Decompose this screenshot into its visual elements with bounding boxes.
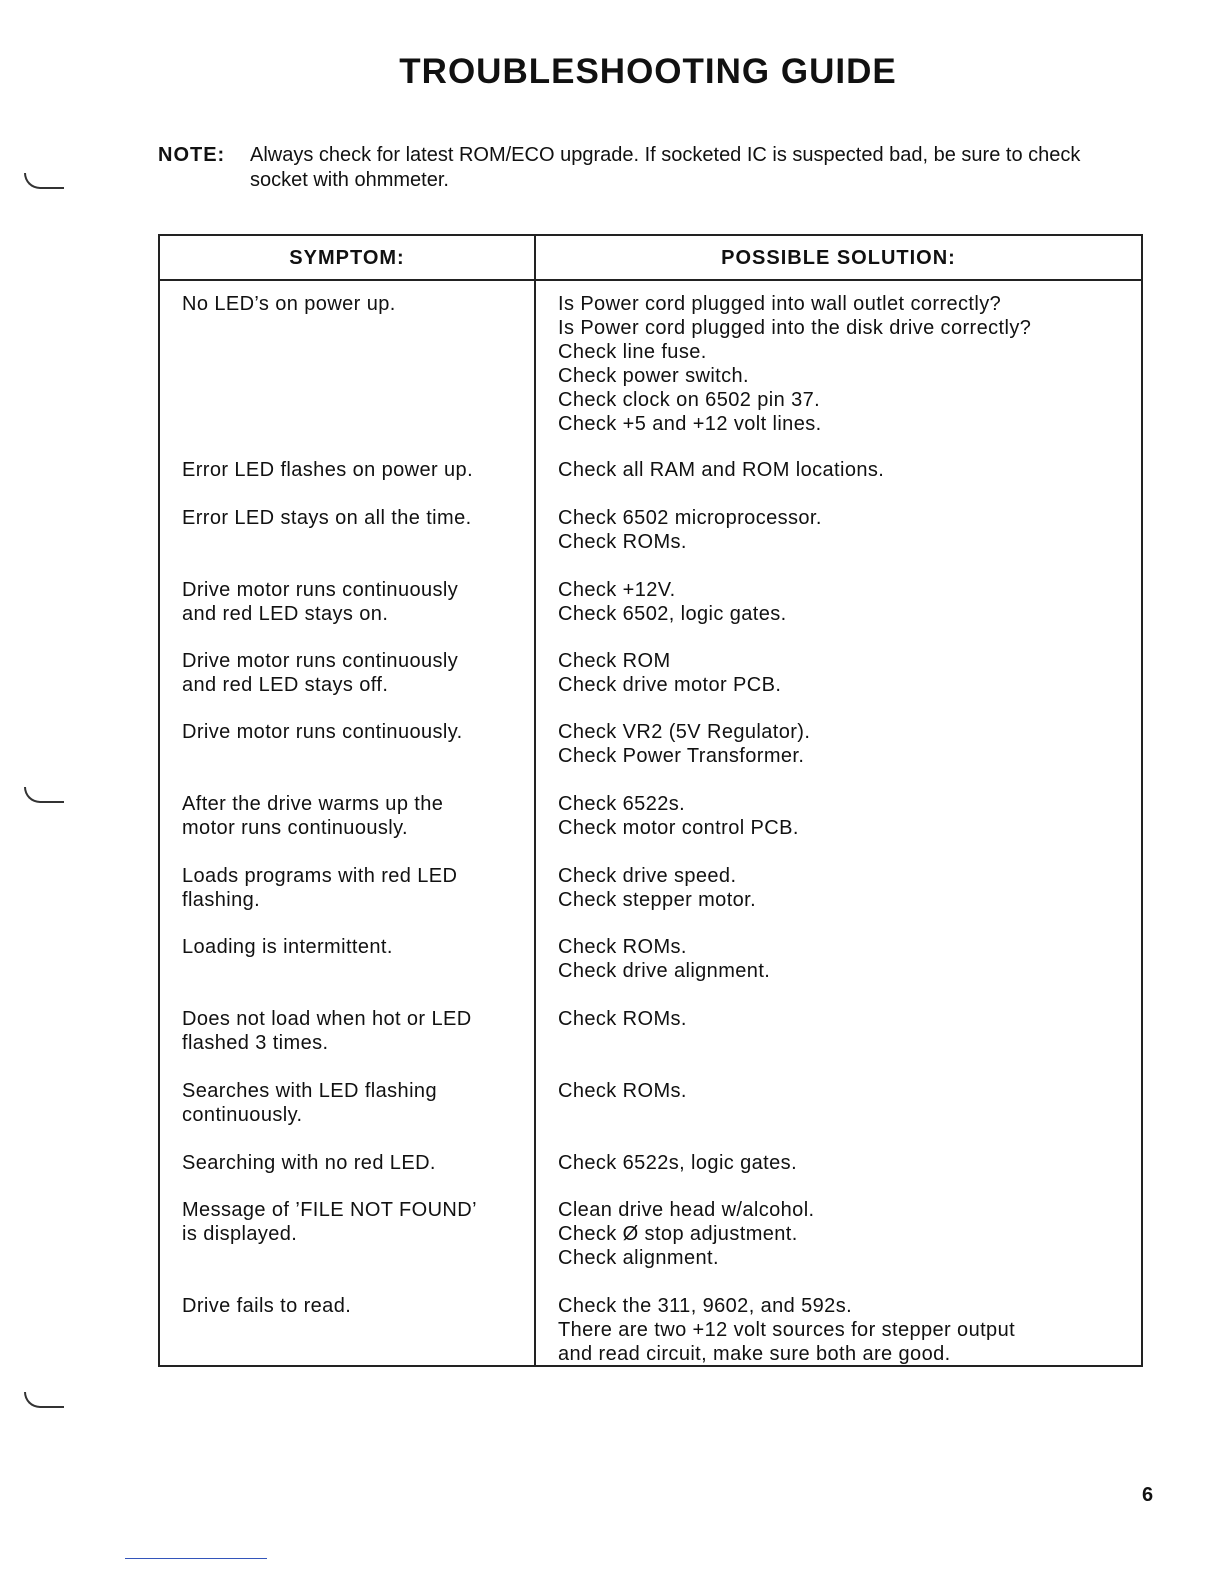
symptom-line: Drive motor runs continuously bbox=[182, 579, 459, 601]
symptom-line: flashed 3 times. bbox=[182, 1032, 329, 1054]
symptom-line: and red LED stays off. bbox=[182, 674, 389, 696]
symptom-cell bbox=[182, 720, 522, 744]
symptom-cell bbox=[182, 792, 522, 840]
symptom-cell bbox=[182, 1151, 522, 1175]
solution-line: and read circuit, make sure both are good. bbox=[558, 1343, 951, 1365]
header-symptom: SYMPTOM: bbox=[289, 247, 405, 269]
solution-cell bbox=[558, 935, 1128, 983]
solution-cell bbox=[558, 1079, 1128, 1103]
symptom-cell bbox=[182, 1079, 522, 1127]
solution-cell bbox=[558, 792, 1128, 840]
note-line: socket with ohmmeter. bbox=[250, 169, 449, 191]
column-divider bbox=[534, 236, 536, 1365]
symptom-cell bbox=[182, 1007, 522, 1055]
symptom-line: After the drive warms up the bbox=[182, 793, 444, 815]
page-number: 6 bbox=[1142, 1484, 1154, 1506]
solution-cell bbox=[558, 578, 1128, 626]
symptom-cell bbox=[182, 1294, 522, 1318]
solution-line: Check ROMs. bbox=[558, 1008, 687, 1030]
symptom-line: flashing. bbox=[182, 889, 261, 911]
solution-cell bbox=[558, 458, 1128, 482]
footer-rule bbox=[125, 1558, 267, 1559]
solution-line: Check the 311, 9602, and 592s. bbox=[558, 1295, 853, 1317]
solution-line: Check power switch. bbox=[558, 365, 749, 387]
solution-line: Check motor control PCB. bbox=[558, 817, 799, 839]
symptom-line: is displayed. bbox=[182, 1223, 298, 1245]
symptom-line: No LED’s on power up. bbox=[182, 293, 396, 315]
symptom-line: Drive motor runs continuously bbox=[182, 650, 459, 672]
solution-line: Check VR2 (5V Regulator). bbox=[558, 721, 811, 743]
symptom-line: Message of ’FILE NOT FOUND’ bbox=[182, 1199, 477, 1221]
note-label: NOTE: bbox=[158, 144, 226, 166]
symptom-cell bbox=[182, 935, 522, 959]
solution-cell bbox=[558, 1151, 1128, 1175]
symptom-line: Drive fails to read. bbox=[182, 1295, 352, 1317]
note-line: Always check for latest ROM/ECO upgrade. If socketed IC is suspected bad, be sure to check bbox=[250, 144, 1081, 166]
troubleshooting-table bbox=[158, 234, 1143, 1367]
solution-line: Check clock on 6502 pin 37. bbox=[558, 389, 821, 411]
solution-line: Check all RAM and ROM locations. bbox=[558, 459, 885, 481]
page-title: TROUBLESHOOTING GUIDE bbox=[399, 52, 897, 91]
solution-line: Check alignment. bbox=[558, 1247, 719, 1269]
symptom-line: Drive motor runs continuously. bbox=[182, 721, 463, 743]
solution-line: Check 6502, logic gates. bbox=[558, 603, 787, 625]
symptom-cell bbox=[182, 458, 522, 482]
solution-line: Check 6502 microprocessor. bbox=[558, 507, 822, 529]
solution-cell bbox=[558, 1294, 1128, 1366]
symptom-line: and red LED stays on. bbox=[182, 603, 389, 625]
solution-cell bbox=[558, 649, 1128, 697]
solution-line: Is Power cord plugged into wall outlet correctly? bbox=[558, 293, 1002, 315]
symptom-line: Error LED flashes on power up. bbox=[182, 459, 474, 481]
solution-cell bbox=[558, 1007, 1128, 1031]
header-divider bbox=[160, 279, 1141, 281]
symptom-line: motor runs continuously. bbox=[182, 817, 408, 839]
symptom-line: Searches with LED flashing bbox=[182, 1080, 437, 1102]
symptom-cell bbox=[182, 1198, 522, 1246]
solution-line: Check 6522s. bbox=[558, 793, 686, 815]
solution-cell bbox=[558, 720, 1128, 768]
solution-line: Check 6522s, logic gates. bbox=[558, 1152, 798, 1174]
symptom-line: Loading is intermittent. bbox=[182, 936, 393, 958]
symptom-cell bbox=[182, 864, 522, 912]
solution-line: Check ROMs. bbox=[558, 531, 687, 553]
symptom-cell bbox=[182, 292, 522, 316]
solution-line: Check ROMs. bbox=[558, 1080, 687, 1102]
solution-line: Check line fuse. bbox=[558, 341, 707, 363]
solution-line: Check ROMs. bbox=[558, 936, 687, 958]
symptom-line: Error LED stays on all the time. bbox=[182, 507, 472, 529]
solution-line: Check +12V. bbox=[558, 579, 676, 601]
solution-line: Clean drive head w/alcohol. bbox=[558, 1199, 815, 1221]
solution-line: Check ROM bbox=[558, 650, 671, 672]
header-solution: POSSIBLE SOLUTION: bbox=[721, 247, 956, 269]
symptom-cell bbox=[182, 578, 522, 626]
solution-cell bbox=[558, 864, 1128, 912]
note-text bbox=[250, 143, 1155, 193]
symptom-cell bbox=[182, 506, 522, 530]
solution-cell bbox=[558, 292, 1128, 436]
solution-line: Check +5 and +12 volt lines. bbox=[558, 413, 822, 435]
symptom-line: Searching with no red LED. bbox=[182, 1152, 436, 1174]
symptom-line: Loads programs with red LED bbox=[182, 865, 458, 887]
solution-cell bbox=[558, 1198, 1128, 1270]
binder-hole-mark bbox=[24, 1392, 64, 1408]
solution-line: Check drive motor PCB. bbox=[558, 674, 782, 696]
solution-line: There are two +12 volt sources for stepper output bbox=[558, 1319, 1016, 1341]
symptom-line: continuously. bbox=[182, 1104, 303, 1126]
binder-hole-mark bbox=[24, 173, 64, 189]
symptom-line: Does not load when hot or LED bbox=[182, 1008, 472, 1030]
solution-line: Check drive alignment. bbox=[558, 960, 771, 982]
binder-hole-mark bbox=[24, 787, 64, 803]
solution-cell bbox=[558, 506, 1128, 554]
solution-line: Is Power cord plugged into the disk drive correctly? bbox=[558, 317, 1032, 339]
solution-line: Check stepper motor. bbox=[558, 889, 757, 911]
symptom-cell bbox=[182, 649, 522, 697]
solution-line: Check drive speed. bbox=[558, 865, 737, 887]
solution-line: Check Power Transformer. bbox=[558, 745, 805, 767]
solution-line: Check Ø stop adjustment. bbox=[558, 1223, 798, 1245]
